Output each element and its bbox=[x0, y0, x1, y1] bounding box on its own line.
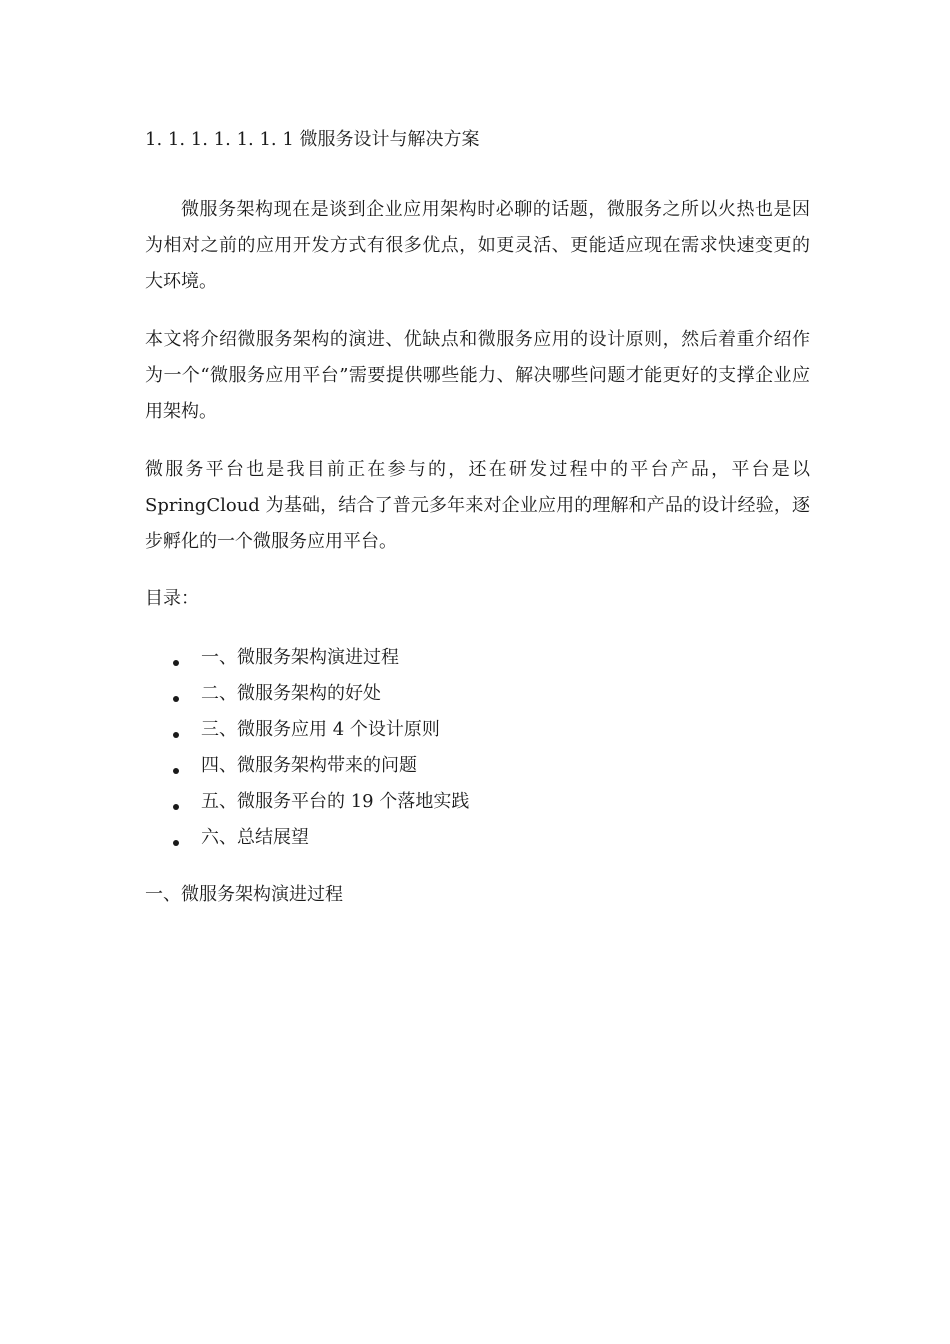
overview-paragraph: 本文将介绍微服务架构的演进、优缺点和微服务应用的设计原则，然后着重介绍作为一个“微服务应用平台”需要提供哪些能力、解决哪些问题才能更好的支撑企业应用架构。 bbox=[145, 329, 810, 422]
section-title: 一、微服务架构演进过程 bbox=[145, 884, 343, 905]
toc-item-label: 三、微服务应用 4 个设计原则 bbox=[201, 719, 440, 740]
toc-label: 目录： bbox=[145, 588, 199, 609]
toc-list bbox=[145, 641, 469, 857]
bullet-icon bbox=[173, 804, 179, 810]
document-heading: 1. 1. 1. 1. 1. 1. 1 微服务设计与解决方案 bbox=[145, 129, 480, 150]
toc-item-label: 一、微服务架构演进过程 bbox=[201, 647, 399, 668]
toc-item-label: 二、微服务架构的好处 bbox=[201, 683, 381, 704]
intro-paragraph: 微服务架构现在是谈到企业应用架构时必聊的话题，微服务之所以火热也是因为相对之前的应用开发方式有很多优点，如更灵活、更能适应现在需求快速变更的大环境。 bbox=[145, 199, 810, 292]
bullet-icon bbox=[173, 840, 179, 846]
toc-item bbox=[145, 785, 469, 821]
toc-item-label: 六、总结展望 bbox=[201, 827, 309, 848]
bullet-icon bbox=[173, 768, 179, 774]
toc-item bbox=[145, 641, 469, 677]
bullet-icon bbox=[173, 696, 179, 702]
toc-item-label: 四、微服务架构带来的问题 bbox=[201, 755, 417, 776]
toc-item bbox=[145, 713, 469, 749]
toc-item bbox=[145, 821, 469, 857]
toc-item bbox=[145, 677, 469, 713]
toc-item bbox=[145, 749, 469, 785]
bullet-icon bbox=[173, 660, 179, 666]
bullet-icon bbox=[173, 732, 179, 738]
toc-item-label: 五、微服务平台的 19 个落地实践 bbox=[201, 791, 470, 812]
platform-paragraph: 微服务平台也是我目前正在参与的，还在研发过程中的平台产品，平台是以 SpringCloud 为基础，结合了普元多年来对企业应用的理解和产品的设计经验，逐步孵化的一个微服务应用平台。 bbox=[145, 459, 810, 552]
